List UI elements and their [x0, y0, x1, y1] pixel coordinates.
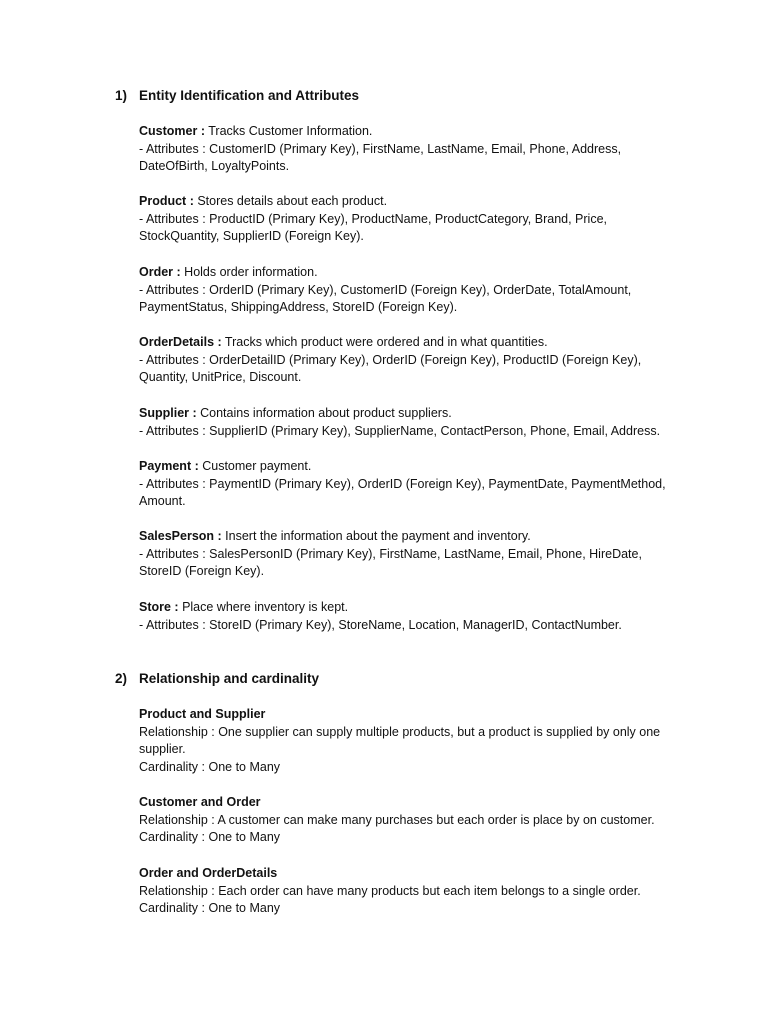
entity-description: Place where inventory is kept. — [178, 600, 349, 614]
entity-summary — [139, 405, 684, 423]
entity-store — [139, 599, 684, 634]
entity-summary — [139, 123, 684, 141]
entity-attributes: - Attributes : ProductID (Primary Key), ProductName, ProductCategory, Brand, Price, StockQuantity, SupplierID (Foreign Key). — [139, 211, 607, 244]
relationship-title: Order and OrderDetails — [139, 866, 278, 880]
entity-name: Supplier : — [139, 406, 197, 420]
entity-name: OrderDetails : — [139, 335, 222, 349]
entity-summary — [139, 264, 684, 282]
entity-name: SalesPerson : — [139, 529, 222, 543]
section-heading-relationships — [115, 670, 319, 688]
entity-description: Insert the information about the payment and inventory. — [221, 529, 531, 543]
entity-summary — [139, 334, 684, 352]
entity-description: Tracks which product were ordered and in what quantities. — [221, 335, 548, 349]
entity-attributes: - Attributes : SupplierID (Primary Key), SupplierName, ContactPerson, Phone, Email, Address. — [139, 423, 661, 438]
entity-description: Tracks Customer Information. — [204, 124, 373, 138]
entity-name: Customer : — [139, 124, 205, 138]
entity-attributes: - Attributes : PaymentID (Primary Key), OrderID (Foreign Key), PaymentDate, PaymentMethod, Amount. — [139, 476, 666, 509]
entity-name: Payment : — [139, 459, 199, 473]
entity-name: Store : — [139, 600, 179, 614]
entity-order — [139, 264, 684, 317]
entity-name: Order : — [139, 265, 181, 279]
section-title: Entity Identification and Attributes — [139, 88, 360, 103]
entity-payment — [139, 458, 684, 511]
relationship-cardinality: Cardinality : One to Many — [139, 760, 281, 775]
entity-description: Customer payment. — [198, 459, 312, 473]
relationship-product-supplier — [139, 706, 684, 777]
entity-summary — [139, 193, 684, 211]
entity-attributes: - Attributes : StoreID (Primary Key), StoreName, Location, ManagerID, ContactNumber. — [139, 617, 622, 632]
entity-summary — [139, 528, 684, 546]
section-heading-entities — [115, 87, 359, 105]
entity-attributes: - Attributes : OrderDetailID (Primary Key), OrderID (Foreign Key), ProductID (Foreign Key), Quantity, UnitPrice, Discount. — [139, 352, 642, 385]
entity-description: Stores details about each product. — [193, 194, 388, 208]
entity-description: Holds order information. — [180, 265, 318, 279]
entity-product — [139, 193, 684, 246]
section-title: Relationship and cardinality — [139, 671, 320, 686]
entity-description: Contains information about product suppliers. — [196, 406, 452, 420]
section-number: 1) — [115, 88, 128, 103]
relationship-title: Product and Supplier — [139, 707, 266, 721]
relationship-cardinality: Cardinality : One to Many — [139, 901, 281, 916]
section-number: 2) — [115, 671, 128, 686]
relationship-customer-order — [139, 794, 684, 847]
entity-salesperson — [139, 528, 684, 581]
entity-customer — [139, 123, 684, 176]
entity-attributes: - Attributes : OrderID (Primary Key), CustomerID (Foreign Key), OrderDate, TotalAmount, PaymentStatus, ShippingAddress, StoreID (Foreign Key). — [139, 282, 632, 315]
relationship-description: Relationship : Each order can have many products but each item belongs to a single order. — [139, 883, 641, 898]
relationship-cardinality: Cardinality : One to Many — [139, 830, 281, 845]
entity-summary — [139, 458, 684, 476]
entity-attributes: - Attributes : SalesPersonID (Primary Key), FirstName, LastName, Email, Phone, HireDate, StoreID (Foreign Key). — [139, 546, 642, 579]
relationship-order-orderdetails — [139, 865, 684, 918]
relationship-description: Relationship : A customer can make many purchases but each order is place by on customer. — [139, 812, 655, 827]
relationship-description: Relationship : One supplier can supply multiple products, but a product is supplied by only one supplier. — [139, 724, 661, 757]
relationship-title: Customer and Order — [139, 795, 261, 809]
entity-attributes: - Attributes : CustomerID (Primary Key), FirstName, LastName, Email, Phone, Address, DateOfBirth, LoyaltyPoints. — [139, 141, 622, 174]
entity-summary — [139, 599, 684, 617]
entity-supplier — [139, 405, 684, 440]
entity-orderdetails — [139, 334, 684, 387]
entity-name: Product : — [139, 194, 194, 208]
